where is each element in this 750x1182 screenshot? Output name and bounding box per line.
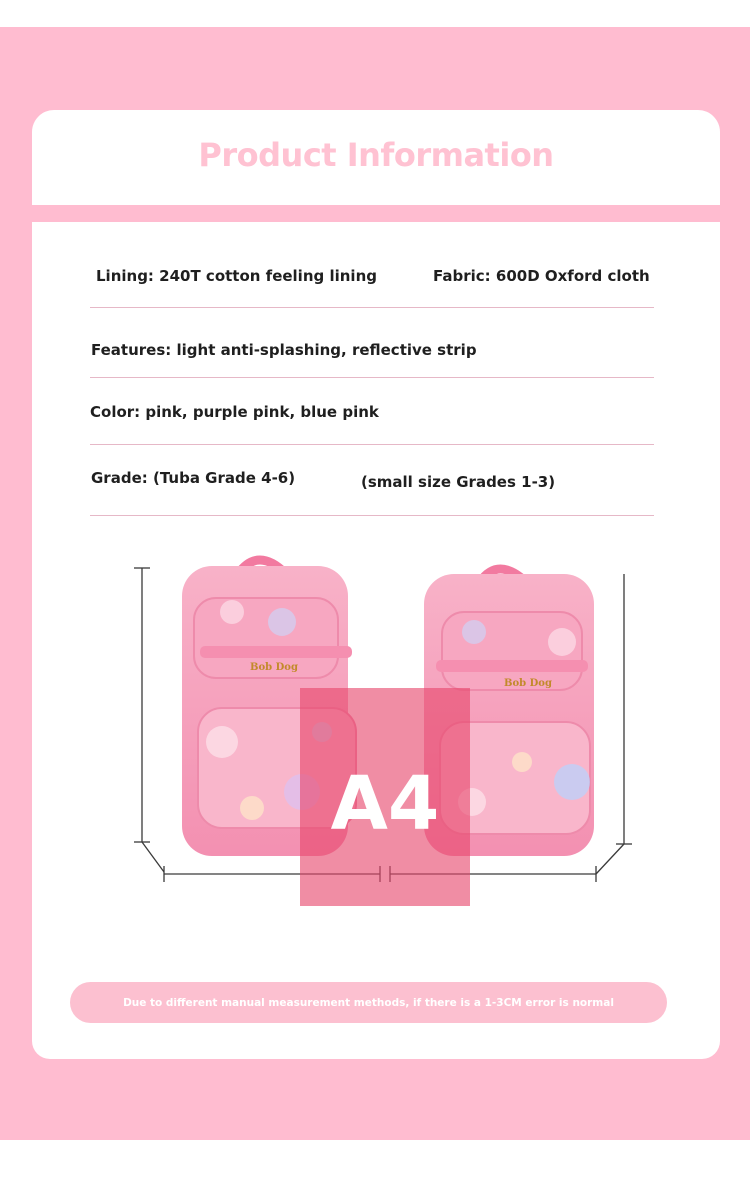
spec-fabric: Fabric: 600D Oxford cloth <box>433 267 650 285</box>
measurement-note-pill <box>70 982 667 1023</box>
product-info-card <box>32 222 720 1059</box>
spec-color: Color: pink, purple pink, blue pink <box>90 403 379 421</box>
backpacks-illustration <box>102 552 662 952</box>
spec-grade-large: Grade: (Tuba Grade 4-6) <box>91 469 296 487</box>
height-measure-left <box>134 568 150 842</box>
brand-label-left: Bob Dog <box>250 662 298 673</box>
height-measure-right <box>616 574 632 844</box>
header-card <box>32 110 720 205</box>
divider <box>90 515 654 516</box>
page-title: Product Information <box>198 136 554 174</box>
divider <box>90 444 654 445</box>
measurement-note-text: Due to different manual measurement methods, if there is a 1-3CM error is normal <box>123 996 614 1009</box>
spec-lining: Lining: 240T cotton feeling lining <box>96 267 377 285</box>
brand-label-right: Bob Dog <box>504 678 552 689</box>
spec-features: Features: light anti-splashing, reflective strip <box>91 341 477 359</box>
spec-grade-small: (small size Grades 1-3) <box>361 473 556 491</box>
divider <box>90 307 654 308</box>
a4-label: A4 <box>330 761 440 847</box>
divider <box>90 377 654 378</box>
